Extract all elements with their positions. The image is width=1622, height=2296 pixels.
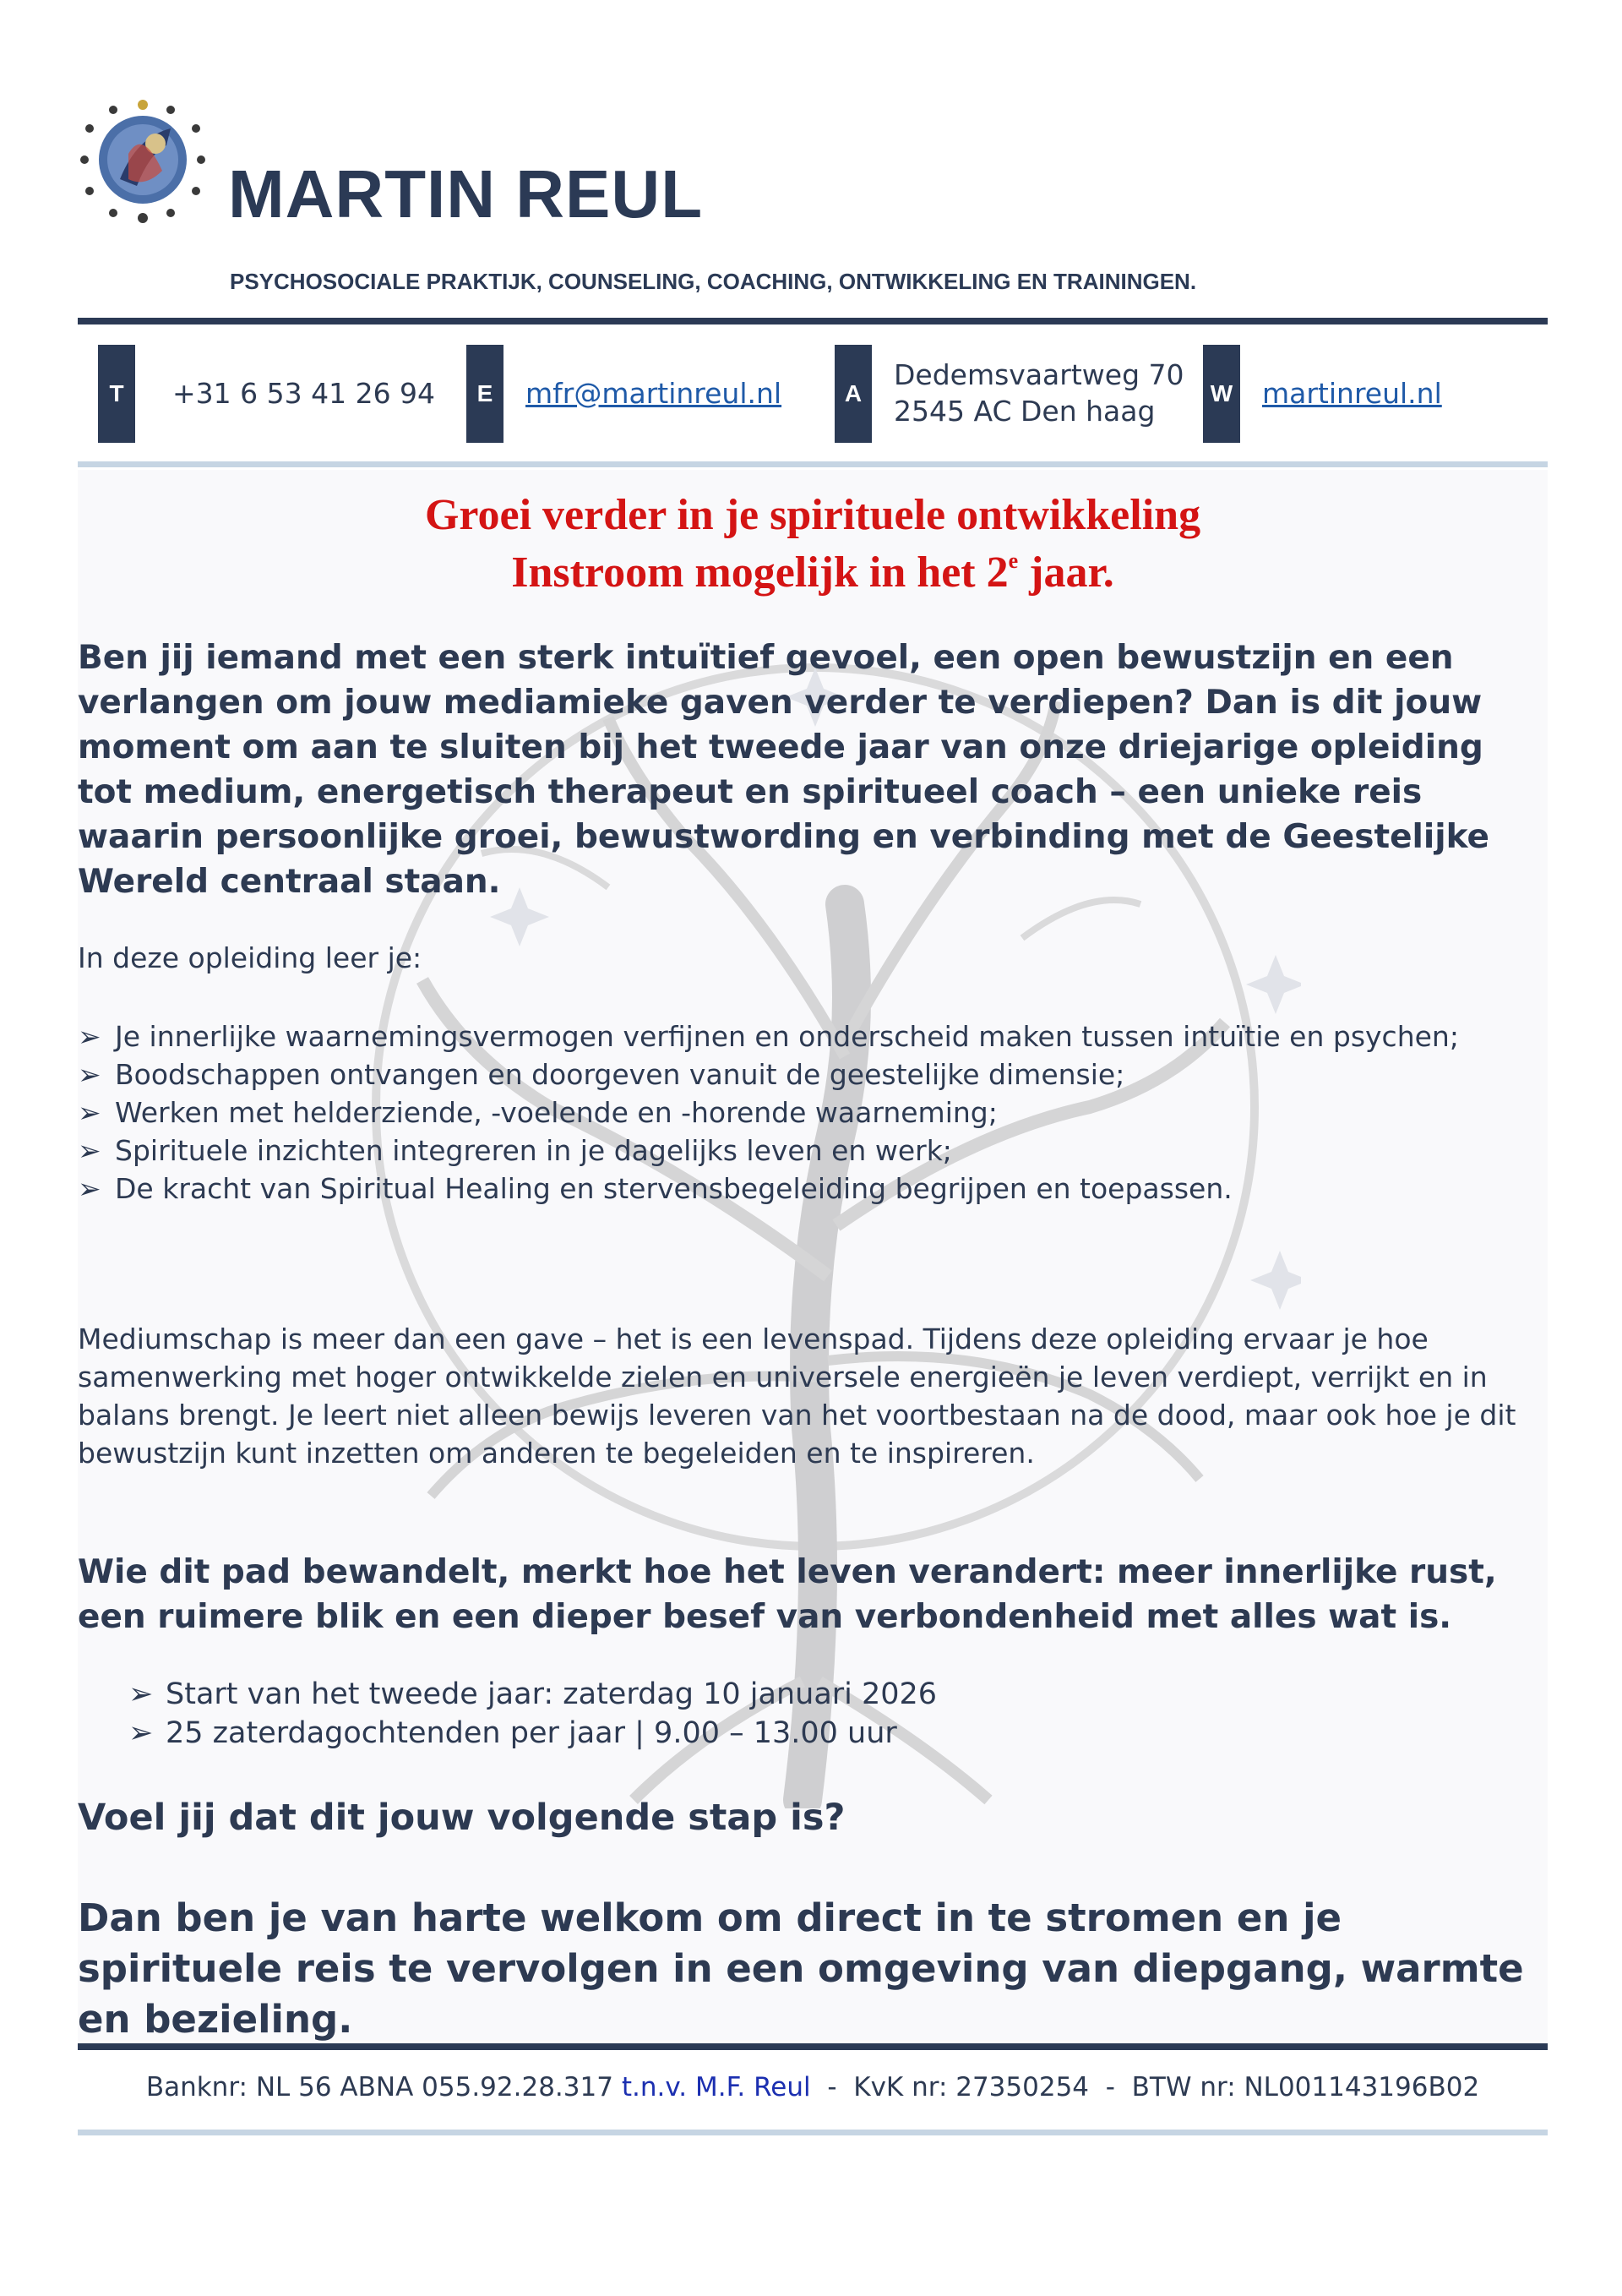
schedule-list xyxy=(128,1675,1565,1753)
schedule-sessions: 25 zaterdagochtenden per jaar | 9.00 – 13.00 uur xyxy=(166,1716,897,1750)
learn-list xyxy=(78,1017,1514,1208)
address-city: 2545 AC Den haag xyxy=(894,395,1156,428)
mediumship-paragraph: Mediumschap is meer dan een gave – het is een levenspad. Tijdens deze opleiding ervaar je hoe samenwerking met hoger ontwikkelde zielen en universele energieën je leven verdiept, verrijkt en in balans brengt. Je leert niet alleen bewijs leveren van het voortbestaan na de dood, maar ook hoe je dit bewustzijn kunt inzetten om anderen te begeleiden en te inspireren. xyxy=(78,1323,1516,1470)
headline-line-2-end: jaar. xyxy=(1018,548,1114,597)
list-item xyxy=(128,1675,1565,1714)
path-paragraph: Wie dit pad bewandelt, merkt hoe het leven verandert: meer innerlijke rust, een ruimere blik en een dieper besef van verbondenheid met alles wat is. xyxy=(78,1553,1497,1636)
list-item xyxy=(78,1170,1514,1208)
kvk-number: KvK nr: 27350254 xyxy=(853,2072,1090,2102)
arrow-bullet-icon: ➢ xyxy=(128,1716,154,1750)
header-divider xyxy=(78,318,1548,324)
contact-address xyxy=(835,345,1184,443)
contact-phone xyxy=(98,345,435,443)
headline-line-2 xyxy=(78,544,1548,602)
schedule-start: Start van het tweede jaar: zaterdag 10 januari 2026 xyxy=(166,1677,938,1711)
footer-bottom-divider xyxy=(78,2130,1548,2135)
list-item-text: De kracht van Spiritual Healing en stervensbegeleiding begrijpen en toepassen. xyxy=(115,1172,1233,1205)
arrow-bullet-icon: ➢ xyxy=(78,1172,101,1205)
footer-separator: - xyxy=(810,2072,854,2102)
email-label: E xyxy=(466,345,503,443)
email-link[interactable]: mfr@martinreul.nl xyxy=(525,376,782,410)
arrow-bullet-icon: ➢ xyxy=(78,1134,101,1167)
intro-paragraph: Ben jij iemand met een sterk intuïtief gevoel, een open bewustzijn en een verlangen om jouw mediamieke gaven verder te verdiepen? Dan is dit jouw moment om aan te sluiten bij het tweede jaar van onze driejarige opleiding tot medium, energetisch therapeut en spiritueel coach – een unieke reis waarin persoonlijke groei, bewustwording en verbinding met de Geestelijke Wereld centraal staan. xyxy=(78,639,1489,901)
headline-superscript: e xyxy=(1008,548,1019,573)
phone-label: T xyxy=(98,345,135,443)
list-item-text: Je innerlijke waarnemingsvermogen verfijnen en onderscheid maken tussen intuïtie en psychen; xyxy=(115,1020,1459,1053)
web-label: W xyxy=(1203,345,1240,443)
contact-bar xyxy=(98,345,1548,443)
btw-number: BTW nr: NL001143196B02 xyxy=(1131,2072,1480,2102)
headline-line-2-text: Instroom mogelijk in het 2 xyxy=(511,548,1009,597)
address-text xyxy=(894,357,1184,430)
list-item-text: Werken met helderziende, -voelende en -horende waarneming; xyxy=(115,1096,998,1129)
contact-divider xyxy=(78,461,1548,467)
headline xyxy=(78,487,1548,602)
arrow-bullet-icon: ➢ xyxy=(78,1096,101,1129)
bank-number: Banknr: NL 56 ABNA 055.92.28.317 xyxy=(145,2072,613,2102)
list-item xyxy=(78,1055,1514,1093)
footer-divider xyxy=(78,2043,1548,2050)
footer-info xyxy=(78,2072,1548,2102)
brand-name: MARTIN REUL xyxy=(228,156,704,232)
arrow-bullet-icon: ➢ xyxy=(78,1020,101,1053)
list-item-text: Boodschappen ontvangen en doorgeven vanuit de geestelijke dimensie; xyxy=(115,1058,1125,1091)
website-link[interactable]: martinreul.nl xyxy=(1262,376,1442,410)
list-item xyxy=(78,1132,1514,1170)
logo-emblem xyxy=(78,95,209,226)
list-item-text: Spirituele inzichten integreren in je dagelijks leven en werk; xyxy=(115,1134,952,1167)
headline-line-1: Groei verder in je spirituele ontwikkeling xyxy=(424,491,1201,539)
contact-web xyxy=(1203,345,1442,443)
arrow-bullet-icon: ➢ xyxy=(128,1677,154,1711)
account-holder: t.n.v. M.F. Reul xyxy=(621,2072,811,2102)
question-heading: Voel jij dat dit jouw volgende stap is? xyxy=(78,1797,846,1839)
address-street: Dedemsvaartweg 70 xyxy=(894,358,1184,392)
learn-heading: In deze opleiding leer je: xyxy=(78,941,422,974)
arrow-bullet-icon: ➢ xyxy=(78,1058,101,1091)
list-item xyxy=(78,1093,1514,1132)
contact-email xyxy=(466,345,781,443)
address-label: A xyxy=(835,345,872,443)
closing-paragraph: Dan ben je van harte welkom om direct in te stromen en je spirituele reis te vervolgen in een omgeving van diepgang, warmte en bezieling. xyxy=(78,1895,1524,2042)
phone-number: +31 6 53 41 26 94 xyxy=(172,376,436,410)
tagline: PSYCHOSOCIALE PRAKTIJK, COUNSELING, COACHING, ONTWIKKELING EN TRAININGEN. xyxy=(230,269,1197,294)
list-item xyxy=(78,1017,1514,1055)
footer-separator: - xyxy=(1089,2072,1132,2102)
list-item xyxy=(128,1714,1565,1753)
